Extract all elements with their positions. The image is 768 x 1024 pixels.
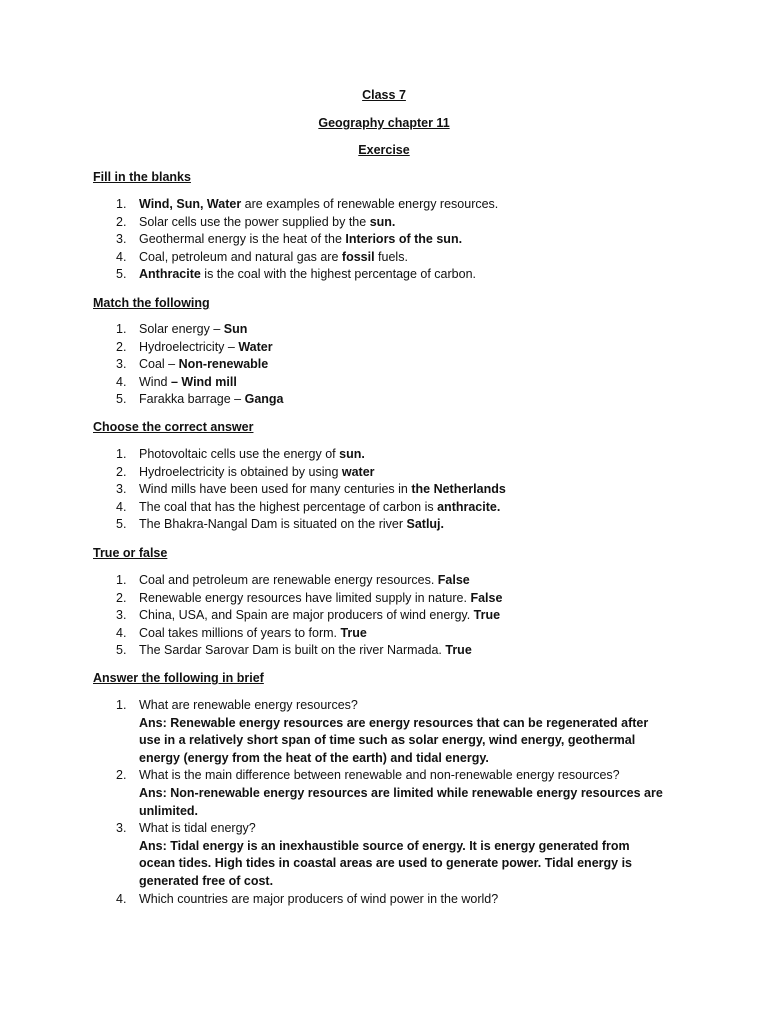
item-number: 5.	[116, 517, 127, 532]
item-number: 3.	[116, 482, 127, 497]
item-number: 4.	[116, 891, 127, 906]
list-item	[93, 481, 683, 499]
list-item	[93, 625, 683, 643]
list-item	[93, 767, 668, 820]
item-number: 5.	[116, 267, 127, 282]
item-number: 5.	[116, 643, 127, 658]
item-number: 1.	[116, 447, 127, 461]
choose-heading: Choose the correct answer	[93, 420, 254, 434]
item-number: 1.	[116, 698, 127, 712]
list-item	[93, 499, 683, 517]
list-item	[93, 891, 668, 909]
item-text: Coal –	[139, 357, 179, 372]
list-item	[93, 697, 668, 767]
item-text: Photovoltaic cells use the energy of	[139, 447, 340, 461]
class-title: Class 7	[362, 88, 406, 102]
item-text: Wind mills have been used for many centuries in	[139, 482, 412, 497]
item-text: Solar energy –	[139, 322, 224, 336]
list-item	[93, 391, 683, 409]
item-text: are examples of renewable energy resources.	[241, 197, 499, 211]
item-answer: Ganga	[244, 392, 284, 407]
item-number: 2.	[116, 768, 127, 783]
item-number: 2.	[116, 590, 127, 605]
item-answer: Anthracite	[139, 267, 201, 282]
item-answer: True	[473, 608, 501, 623]
item-answer: Wind, Sun, Water	[139, 197, 242, 211]
item-text: Solar cells use the power supplied by the	[139, 214, 370, 229]
item-number: 1.	[116, 197, 127, 211]
item-number: 4.	[116, 499, 127, 514]
fill-blanks-heading: Fill in the blanks	[93, 170, 191, 184]
item-number: 1.	[116, 573, 127, 587]
item-answer: Sun	[223, 322, 248, 336]
item-text: Geothermal energy is the heat of the	[139, 232, 346, 247]
item-text: Hydroelectricity –	[139, 339, 239, 354]
question-text: What are renewable energy resources?	[139, 698, 358, 712]
list-item	[93, 607, 683, 625]
brief-heading: Answer the following in brief	[93, 671, 264, 685]
item-number: 3.	[116, 608, 127, 623]
list-item	[93, 231, 683, 249]
item-number: 5.	[116, 392, 127, 407]
brief-list	[93, 697, 668, 908]
question-text: Which countries are major producers of wind power in the world?	[139, 891, 499, 906]
item-answer: True	[445, 643, 472, 658]
item-number: 1.	[116, 322, 127, 336]
item-number: 2.	[116, 339, 127, 354]
list-item	[93, 464, 683, 482]
item-answer: Satluj.	[406, 517, 445, 532]
item-answer: sun.	[369, 214, 396, 229]
list-item	[93, 446, 683, 464]
item-number: 3.	[116, 821, 127, 836]
item-answer: water	[341, 464, 375, 479]
list-item	[93, 196, 683, 214]
list-item	[93, 374, 683, 392]
item-text: China, USA, and Spain are major producers of wind energy.	[139, 608, 474, 623]
list-item	[93, 572, 683, 590]
item-text: The Sardar Sarovar Dam is built on the river Narmada.	[139, 643, 446, 658]
true-false-list	[93, 572, 683, 660]
item-text: Wind	[139, 374, 171, 389]
item-text: fuels.	[374, 249, 408, 264]
item-text: Hydroelectricity is obtained by using	[139, 464, 342, 479]
answer-text: Ans: Non-renewable energy resources are limited while renewable energy resources are unlimited.	[139, 785, 663, 818]
item-text: Coal takes millions of years to form.	[139, 625, 341, 640]
item-answer: anthracite.	[437, 499, 501, 514]
list-item	[93, 820, 668, 890]
list-item	[93, 339, 683, 357]
item-number: 3.	[116, 357, 127, 372]
list-item	[93, 214, 683, 232]
list-item	[93, 321, 683, 339]
item-answer: the Netherlands	[411, 482, 506, 497]
item-text: Farakka barrage –	[139, 392, 245, 407]
match-list	[93, 321, 683, 409]
item-answer: Non-renewable	[178, 357, 269, 372]
item-answer: True	[340, 625, 367, 640]
chapter-title: Geography chapter 11	[318, 116, 450, 130]
item-number: 4.	[116, 249, 127, 264]
item-answer: sun.	[339, 447, 365, 461]
list-item	[93, 249, 683, 267]
fill-blanks-list	[93, 196, 683, 284]
list-item	[93, 590, 683, 608]
item-number: 3.	[116, 232, 127, 247]
answer-text: Ans: Renewable energy resources are energy resources that can be regenerated after use in a relatively short span of time such as solar energy, wind energy, geothermal energy (energy from the heat of the earth) and tidal energy.	[139, 715, 649, 765]
item-number: 2.	[116, 464, 127, 479]
list-item	[93, 266, 683, 284]
item-number: 2.	[116, 214, 127, 229]
answer-text: Ans: Tidal energy is an inexhaustible source of energy. It is energy generated from ocean tides. High tides in coastal areas are used to generate power. Tidal energy is generated free of cost.	[139, 838, 632, 888]
item-number: 4.	[116, 625, 127, 640]
list-item	[93, 356, 683, 374]
item-text: is the coal with the highest percentage of carbon.	[200, 267, 476, 282]
item-answer: – Wind mill	[170, 374, 237, 389]
question-text: What is the main difference between renewable and non-renewable energy resources?	[139, 768, 620, 783]
item-answer: Water	[238, 339, 273, 354]
item-text: Coal and petroleum are renewable energy resources.	[139, 573, 438, 587]
match-heading: Match the following	[93, 296, 210, 310]
list-item	[93, 516, 683, 534]
item-answer: fossil	[341, 249, 375, 264]
list-item	[93, 642, 683, 660]
item-number: 4.	[116, 374, 127, 389]
item-text: Coal, petroleum and natural gas are	[139, 249, 342, 264]
item-answer: Interiors of the sun.	[345, 232, 463, 247]
item-text: The coal that has the highest percentage of carbon is	[139, 499, 438, 514]
item-answer: False	[437, 573, 470, 587]
exercise-title: Exercise	[358, 143, 410, 157]
question-text: What is tidal energy?	[139, 821, 256, 836]
choose-list	[93, 446, 683, 534]
item-text: The Bhakra-Nangal Dam is situated on the river	[139, 517, 407, 532]
item-answer: False	[470, 590, 503, 605]
true-false-heading: True or false	[93, 546, 168, 560]
item-text: Renewable energy resources have limited supply in nature.	[139, 590, 471, 605]
